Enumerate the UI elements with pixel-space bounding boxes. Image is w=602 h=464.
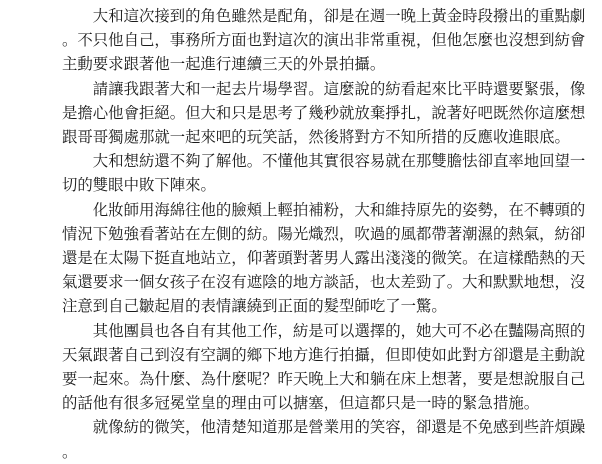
paragraph-6: 就像紡的微笑，他清楚知道那是營業用的笑容，卻還是不免感到些許煩躁。	[62, 418, 586, 461]
paragraph-1: 大和這次接到的角色雖然是配角，卻是在週一晚上黃金時段撥出的重點劇。不只他自己，事務所方面也對這次的演出非常重視，但他怎麼也沒想到紡會主動要求跟著他一起進行連續三天的外景拍攝。	[62, 7, 586, 74]
paragraph-3: 大和想紡還不夠了解他。不懂他其實很容易就在那雙膽怯卻直率地回望一切的雙眼中敗下陣來。	[62, 152, 586, 195]
paragraph-2: 請讓我跟著大和一起去片場學習。這麼說的紡看起來比平時還要緊張，像是擔心他會拒絕。但大和只是思考了幾秒就放棄掙扎，說著好吧既然你這麼想跟哥哥獨處那就一起來吧的玩笑話，然後將對方不知所措的反應收進眼底。	[62, 79, 586, 147]
paragraph-5: 其他團員也各自有其他工作，紡是可以選擇的，她大可不必在豔陽高照的天氣跟著自己到沒有空調的鄉下地方進行拍攝，但即使如此對方卻還是主動說要一起來。為什麼、為什麼呢？昨天晚上大和躺在床上想著，要是想說服自己的話他有很多冠冕堂皇的理由可以搪塞，但這都只是一時的緊急措施。	[62, 321, 586, 413]
paragraph-4: 化妝師用海綿往他的臉頰上輕拍補粉，大和維持原先的姿勢，在不轉頭的情況下勉強看著站在左側的紡。陽光熾烈，吹過的風都帶著潮濕的熱氣，紡卻還是在太陽下挺直地站立，仰著頭對著男人露出淺淺的微笑。在這樣酷熱的天氣還要求一個女孩子在沒有遮陰的地方談話，也太差勁了。大和默默地想，沒注意到自己皺起眉的表情讓繞到正面的髮型師吃了一驚。	[62, 200, 586, 316]
